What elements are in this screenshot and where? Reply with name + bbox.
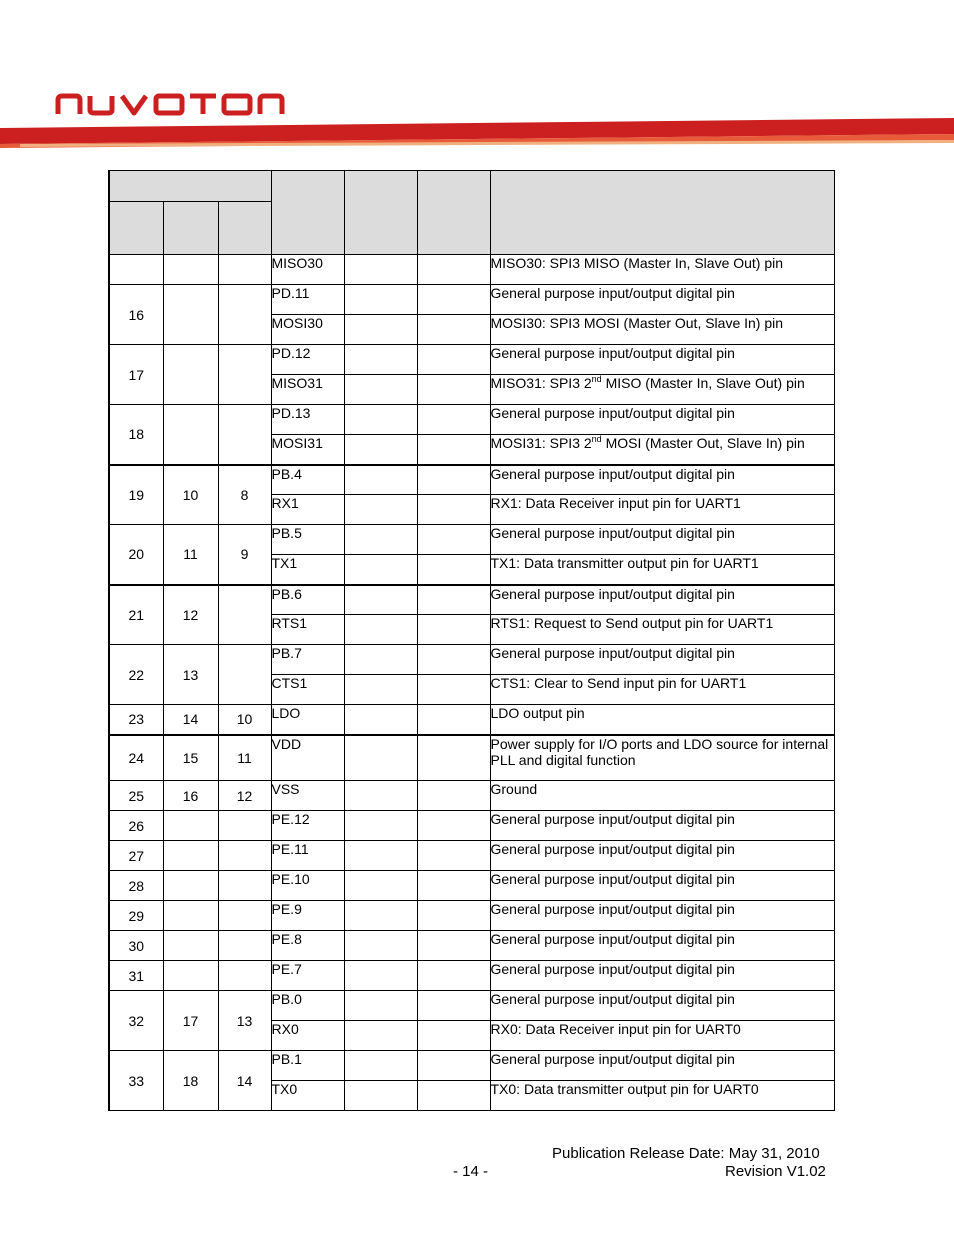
- alt-function-cell: [417, 871, 490, 901]
- description-cell: General purpose input/output digital pin: [490, 525, 834, 555]
- pin-name-cell: MOSI31: [271, 435, 344, 465]
- alt-function-cell: [417, 585, 490, 615]
- pin-number-cell: 13: [218, 991, 271, 1051]
- pin-name-cell: VSS: [271, 781, 344, 811]
- pin-type-cell: [344, 1021, 417, 1051]
- description-cell: General purpose input/output digital pin: [490, 931, 834, 961]
- table-row: [109, 465, 834, 495]
- description-cell: General purpose input/output digital pin: [490, 841, 834, 871]
- pin-number-cell: 29: [109, 901, 163, 931]
- pin-number-cell: [163, 871, 218, 901]
- pin-number-cell: 22: [109, 645, 163, 705]
- alt-function-cell: [417, 525, 490, 555]
- description-cell: CTS1: Clear to Send input pin for UART1: [490, 675, 834, 705]
- pin-description-table: [108, 170, 835, 1111]
- alt-function-cell: [417, 615, 490, 645]
- pin-name-cell: PE.12: [271, 811, 344, 841]
- pin-type-cell: [344, 405, 417, 435]
- description-cell: Power supply for I/O ports and LDO source for internal PLL and digital function: [490, 735, 834, 781]
- pin-name-cell: TX0: [271, 1081, 344, 1111]
- pin-number-cell: 18: [109, 405, 163, 465]
- pin-col-1-header: [109, 202, 163, 255]
- alt-function-cell: [417, 1021, 490, 1051]
- pin-name-cell: TX1: [271, 555, 344, 585]
- pin-name-cell: PD.13: [271, 405, 344, 435]
- pin-number-cell: 23: [109, 705, 163, 735]
- pin-col-3-header: [218, 202, 271, 255]
- description-cell: MOSI30: SPI3 MOSI (Master Out, Slave In) pin: [490, 315, 834, 345]
- pin-number-cell: [218, 285, 271, 345]
- description-header: [490, 171, 834, 255]
- pin-number-cell: [218, 871, 271, 901]
- description-cell: TX0: Data transmitter output pin for UART0: [490, 1081, 834, 1111]
- table-row: [109, 405, 834, 435]
- pin-number-cell: 19: [109, 465, 163, 525]
- pin-type-cell: [344, 525, 417, 555]
- table-row: [109, 1051, 834, 1081]
- alt-function-cell: [417, 811, 490, 841]
- pin-number-cell: 16: [163, 781, 218, 811]
- pin-number-cell: 15: [163, 735, 218, 781]
- pin-name-cell: RX1: [271, 495, 344, 525]
- pin-col-2-header: [163, 202, 218, 255]
- pin-type-cell: [344, 1051, 417, 1081]
- pin-number-cell: [163, 961, 218, 991]
- pin-type-cell: [344, 465, 417, 495]
- pin-name-cell: PD.12: [271, 345, 344, 375]
- pin-number-cell: 30: [109, 931, 163, 961]
- alt-function-cell: [417, 991, 490, 1021]
- pin-number-cell: [218, 585, 271, 645]
- pin-number-cell: 25: [109, 781, 163, 811]
- pin-name-cell: PB.4: [271, 465, 344, 495]
- pin-type-cell: [344, 705, 417, 735]
- alt-function-cell: [417, 285, 490, 315]
- pin-number-cell: [218, 255, 271, 285]
- pin-type-cell: [344, 495, 417, 525]
- pin-type-cell: [344, 675, 417, 705]
- description-cell: General purpose input/output digital pin: [490, 345, 834, 375]
- description-cell: [490, 435, 834, 465]
- pin-type-cell: [344, 435, 417, 465]
- alt-function-cell: [417, 705, 490, 735]
- pin-type-cell: [344, 991, 417, 1021]
- footer-release-date: Publication Release Date: May 31, 2010: [552, 1145, 820, 1162]
- table-row: [109, 285, 834, 315]
- table-row: [109, 991, 834, 1021]
- header-banner: [0, 100, 954, 150]
- pin-type-cell: [344, 811, 417, 841]
- table-row: [109, 871, 834, 901]
- pin-number-cell: [218, 901, 271, 931]
- alt-function-header: [417, 171, 490, 255]
- pin-number-cell: 31: [109, 961, 163, 991]
- description-cell: [490, 375, 834, 405]
- alt-function-cell: [417, 645, 490, 675]
- table-row: [109, 645, 834, 675]
- pin-type-cell: [344, 841, 417, 871]
- description-cell: RX1: Data Receiver input pin for UART1: [490, 495, 834, 525]
- description-cell: General purpose input/output digital pin: [490, 645, 834, 675]
- pin-type-cell: [344, 255, 417, 285]
- pin-number-cell: [218, 931, 271, 961]
- table-row: [109, 931, 834, 961]
- pin-number-cell: [163, 405, 218, 465]
- pin-name-cell: PE.11: [271, 841, 344, 871]
- pin-type-cell: [344, 345, 417, 375]
- pin-number-cell: [163, 285, 218, 345]
- pin-number-cell: 11: [163, 525, 218, 585]
- description-cell: General purpose input/output digital pin: [490, 811, 834, 841]
- alt-function-cell: [417, 315, 490, 345]
- pin-type-cell: [344, 901, 417, 931]
- pin-number-cell: [218, 405, 271, 465]
- pin-number-cell: [218, 645, 271, 705]
- pin-type-cell: [344, 645, 417, 675]
- pin-number-cell: [218, 811, 271, 841]
- pin-number-cell: [163, 255, 218, 285]
- ordinal-suffix: nd: [591, 434, 602, 444]
- alt-function-cell: [417, 1081, 490, 1111]
- description-cell: RTS1: Request to Send output pin for UART1: [490, 615, 834, 645]
- pin-number-cell: 27: [109, 841, 163, 871]
- pin-number-cell: 14: [218, 1051, 271, 1111]
- pin-name-cell: PE.8: [271, 931, 344, 961]
- pin-type-cell: [344, 871, 417, 901]
- description-text: MISO (Master In, Slave Out) pin: [601, 375, 805, 391]
- alt-function-cell: [417, 841, 490, 871]
- pin-number-cell: 18: [163, 1051, 218, 1111]
- alt-function-cell: [417, 961, 490, 991]
- pin-name-cell: PB.7: [271, 645, 344, 675]
- pin-number-cell: 12: [163, 585, 218, 645]
- pin-name-cell: VDD: [271, 735, 344, 781]
- pin-number-cell: 8: [218, 465, 271, 525]
- pin-number-cell: 17: [109, 345, 163, 405]
- description-cell: LDO output pin: [490, 705, 834, 735]
- pin-name-cell: PB.0: [271, 991, 344, 1021]
- table-header: [109, 171, 834, 255]
- pin-name-cell: PE.7: [271, 961, 344, 991]
- description-cell: General purpose input/output digital pin: [490, 405, 834, 435]
- description-cell: RX0: Data Receiver input pin for UART0: [490, 1021, 834, 1051]
- pin-name-cell: PD.11: [271, 285, 344, 315]
- alt-function-cell: [417, 495, 490, 525]
- description-cell: General purpose input/output digital pin: [490, 901, 834, 931]
- footer-revision: Revision V1.02: [725, 1163, 826, 1180]
- description-cell: MISO30: SPI3 MISO (Master In, Slave Out) pin: [490, 255, 834, 285]
- alt-function-cell: [417, 931, 490, 961]
- description-cell: General purpose input/output digital pin: [490, 871, 834, 901]
- description-cell: General purpose input/output digital pin: [490, 465, 834, 495]
- alt-function-cell: [417, 345, 490, 375]
- pin-type-cell: [344, 315, 417, 345]
- pin-type-cell: [344, 781, 417, 811]
- alt-function-cell: [417, 555, 490, 585]
- alt-function-cell: [417, 255, 490, 285]
- description-cell: General purpose input/output digital pin: [490, 585, 834, 615]
- description-text: MOSI (Master Out, Slave In) pin: [601, 435, 805, 451]
- table-row: [109, 525, 834, 555]
- alt-function-cell: [417, 901, 490, 931]
- pin-number-cell: [218, 345, 271, 405]
- alt-function-cell: [417, 435, 490, 465]
- pin-type-cell: [344, 375, 417, 405]
- pin-name-cell: PE.9: [271, 901, 344, 931]
- pin-name-cell: MOSI30: [271, 315, 344, 345]
- table-row: [109, 735, 834, 781]
- pin-number-cell: 10: [218, 705, 271, 735]
- table-row: [109, 585, 834, 615]
- pin-number-cell: 21: [109, 585, 163, 645]
- description-cell: General purpose input/output digital pin: [490, 1051, 834, 1081]
- pin-number-group-header: [109, 171, 271, 202]
- pin-name-cell: MISO31: [271, 375, 344, 405]
- pin-name-header: [271, 171, 344, 255]
- alt-function-cell: [417, 375, 490, 405]
- pin-number-cell: [109, 255, 163, 285]
- pin-number-cell: [163, 901, 218, 931]
- pin-type-cell: [344, 961, 417, 991]
- pin-number-cell: 17: [163, 991, 218, 1051]
- pin-number-cell: 16: [109, 285, 163, 345]
- pin-number-cell: [163, 931, 218, 961]
- table-row: [109, 345, 834, 375]
- pin-number-cell: [163, 841, 218, 871]
- pin-type-cell: [344, 735, 417, 781]
- pin-number-cell: 28: [109, 871, 163, 901]
- pin-name-cell: PB.1: [271, 1051, 344, 1081]
- pin-number-cell: 10: [163, 465, 218, 525]
- pin-number-cell: [163, 345, 218, 405]
- description-cell: General purpose input/output digital pin: [490, 961, 834, 991]
- alt-function-cell: [417, 735, 490, 781]
- pin-name-cell: PB.5: [271, 525, 344, 555]
- description-cell: General purpose input/output digital pin: [490, 285, 834, 315]
- table-row: [109, 841, 834, 871]
- alt-function-cell: [417, 405, 490, 435]
- pin-number-cell: 9: [218, 525, 271, 585]
- pin-name-cell: PE.10: [271, 871, 344, 901]
- pin-number-cell: 26: [109, 811, 163, 841]
- description-text: MOSI31: SPI3 2: [490, 435, 592, 451]
- table-row: [109, 811, 834, 841]
- description-cell: TX1: Data transmitter output pin for UART1: [490, 555, 834, 585]
- pin-name-cell: CTS1: [271, 675, 344, 705]
- pin-type-cell: [344, 1081, 417, 1111]
- pin-name-cell: PB.6: [271, 585, 344, 615]
- pin-number-cell: [218, 841, 271, 871]
- table-row: [109, 255, 834, 285]
- description-cell: General purpose input/output digital pin: [490, 991, 834, 1021]
- pin-type-cell: [344, 615, 417, 645]
- pin-number-cell: 32: [109, 991, 163, 1051]
- alt-function-cell: [417, 1051, 490, 1081]
- pin-number-cell: 11: [218, 735, 271, 781]
- pin-name-cell: MISO30: [271, 255, 344, 285]
- pin-name-cell: RTS1: [271, 615, 344, 645]
- pin-number-cell: 33: [109, 1051, 163, 1111]
- table-body: [109, 255, 834, 1111]
- alt-function-cell: [417, 781, 490, 811]
- alt-function-cell: [417, 465, 490, 495]
- alt-function-cell: [417, 675, 490, 705]
- pin-number-cell: 20: [109, 525, 163, 585]
- pin-number-cell: 24: [109, 735, 163, 781]
- description-cell: Ground: [490, 781, 834, 811]
- pin-type-cell: [344, 585, 417, 615]
- pin-number-cell: 12: [218, 781, 271, 811]
- table-row: [109, 961, 834, 991]
- table-row: [109, 781, 834, 811]
- table-row: [109, 705, 834, 735]
- pin-type-cell: [344, 555, 417, 585]
- pin-name-cell: LDO: [271, 705, 344, 735]
- pin-name-cell: RX0: [271, 1021, 344, 1051]
- pin-type-cell: [344, 931, 417, 961]
- pin-number-cell: 14: [163, 705, 218, 735]
- table-row: [109, 901, 834, 931]
- pin-type-header: [344, 171, 417, 255]
- ordinal-suffix: nd: [591, 374, 602, 384]
- description-text: MISO31: SPI3 2: [490, 375, 592, 391]
- pin-number-cell: [218, 961, 271, 991]
- pin-number-cell: [163, 811, 218, 841]
- pin-number-cell: 13: [163, 645, 218, 705]
- pin-type-cell: [344, 285, 417, 315]
- footer-page-number: - 14 -: [453, 1163, 489, 1180]
